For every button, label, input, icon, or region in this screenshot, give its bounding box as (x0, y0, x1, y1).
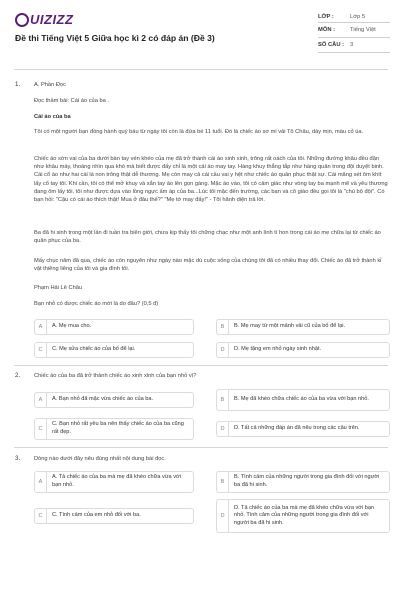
option-text: C. Tình cảm của em nhỏ đối với ba. (52, 512, 141, 519)
option-letter: B (217, 320, 229, 334)
q3-option-a[interactable] (34, 471, 194, 493)
option-letter: A (35, 393, 47, 407)
option-text: C. Mẹ sửa chiếc áo của bố để lại. (52, 346, 136, 353)
option-text: D. Tả chiếc áo của ba mà mẹ đã khéo chữa vừa với bạn nhỏ. Tình cảm của những người trong gia đình đối với người ba đã hi sinh. (234, 504, 375, 526)
logo-q-icon (15, 13, 29, 27)
option-letter: C (35, 509, 47, 523)
q1-option-c[interactable] (34, 342, 194, 358)
option-text: A. Mẹ mua cho. (52, 323, 92, 330)
question-1-text: Bạn nhỏ có được chiếc áo mới là do đâu? (0,5 đ) (34, 301, 159, 307)
question-divider (14, 447, 388, 448)
story-title: Cái áo của ba (34, 114, 71, 120)
header-divider (14, 69, 388, 70)
option-text: A. Tả chiếc áo của ba mà mẹ đã khéo chữa vừa với bạn nhỏ. (52, 474, 181, 488)
option-letter: B (217, 390, 229, 410)
option-letter: B (217, 472, 229, 492)
option-letter: C (35, 343, 47, 357)
story-paragraph-4: Mấy chục năm đã qua, chiếc áo còn nguyên như ngày nào mặc dù cuộc sống của chúng tôi đã có nhiều thay đổi. Chiếc áo đã trở thành kỉ vật thiêng liêng của tôi và gia đình tôi. (34, 258, 382, 273)
story-paragraph-1: Tôi có một người bạn đồng hành quý báu từ ngày tôi còn là đứa bé 11 tuổi. Đó là chiếc áo sơ mi vải Tô Châu, dày mịn, màu cỏ úa. (34, 129, 364, 135)
question-2-text: Chiếc áo của ba đã trở thành chiếc áo xinh xinh của bạn nhỏ vì? (34, 373, 197, 379)
option-text: B. Tình cảm của những người trong gia đình đối với người ba đã hi sinh. (234, 474, 380, 488)
option-text: C. Bạn nhỏ rất yêu ba nên thấy chiếc áo của ba cũng rất đẹp. (52, 421, 184, 435)
reading-instruction: Đọc thầm bài: Cái áo của ba . (34, 98, 109, 104)
question-1-number: 1. (15, 81, 21, 88)
q1-option-b[interactable] (216, 319, 390, 335)
question-2-number: 2. (15, 372, 21, 379)
option-letter: D (217, 500, 229, 532)
option-text: D. Tất cả những đáp án đã nêu trong các câu trên. (234, 425, 360, 432)
question-3-number: 3. (15, 455, 21, 462)
option-letter: C (35, 419, 47, 439)
q3-option-b[interactable] (216, 471, 390, 493)
story-author: Phạm Hải Lê Châu (34, 285, 83, 291)
option-letter: A (35, 472, 47, 492)
q3-option-d[interactable] (216, 499, 390, 533)
section-heading: A. Phần Đọc (34, 82, 66, 88)
q1-option-a[interactable] (34, 319, 194, 335)
q2-option-d[interactable] (216, 421, 390, 437)
q1-option-d[interactable] (216, 342, 390, 358)
q3-option-c[interactable] (34, 508, 194, 524)
option-text: B. Mẹ đã khéo chữa chiếc áo của ba vừa với bạn nhỏ. (234, 396, 369, 403)
option-text: D. Mẹ tặng em nhỏ ngày sinh nhật. (234, 346, 322, 353)
meta-row-subject: MÔN : Tiếng Việt (318, 23, 390, 38)
question-divider (14, 365, 388, 366)
option-letter: D (217, 422, 229, 436)
q2-option-c[interactable] (34, 418, 194, 440)
option-letter: D (217, 343, 229, 357)
q2-option-a[interactable] (34, 392, 194, 408)
question-3-text: Dòng nào dưới đây nêu đúng nhất nội dung bài đọc. (34, 456, 166, 462)
meta-row-count: SỐ CÂU : 3 (318, 38, 390, 53)
option-text: B. Mẹ may từ một mảnh vải cũ của bố để lại. (234, 323, 346, 330)
q2-option-b[interactable] (216, 389, 390, 411)
option-letter: A (35, 320, 47, 334)
document-title: Đề thi Tiếng Việt 5 Giữa học kì 2 có đáp án (Đề 3) (15, 33, 215, 43)
option-text: A. Bạn nhỏ đã mặc vừa chiếc áo của ba. (52, 396, 154, 403)
meta-table (318, 12, 390, 53)
header (0, 0, 400, 62)
story-paragraph-2: Chiếc áo sờn vai của ba dưới bàn tay vén khéo của mẹ đã trở thành cái áo xinh xinh, trông rất oách của tôi. Những đường khâu đều đặn như khâu máy, thoáng nhìn qua khó mà biết được đấy chỉ là một cái áo may tay. Hàng khuy thẳng tắp như hàng quân trong đội duyệt binh. Cái cổ áo như hai cái lá non trông thật dễ thương. Mẹ còn may cả cái cầu vai y hệt như chiếc áo quân phục thật sự. Cái măng sét ôm khít lấy cổ tay tôi. Khi cần, tôi có thể mở khuy và xắn tay áo lên gọn gàng. Mặc áo vào, tôi có cảm giác như vòng tay ba mạnh mẽ và yêu thương đang ôm lấy tôi, tôi như được dựa vào lồng ngực ấm áp của ba...Lúc tôi mặc đến trường, các bạn và cô giáo đều gọi tôi là "chú bộ đội". Có bạn hỏi: "Cậu có cái áo thích thật! Mua ở đâu thế?" "Mẹ tớ may đấy!" - Tôi hãnh diện trả lời. (34, 156, 388, 204)
meta-row-grade: LỚP : Lớp 5 (318, 12, 390, 23)
quizizz-logo: UIZIZZ (15, 12, 73, 27)
story-paragraph-3: Ba đã hi sinh trong một lần đi tuần tra biên giới, chưa kịp thấy tôi chững chạc như một anh lính tí hon trong cái áo mẹ chữa lại từ chiếc áo quân phục của ba. (34, 230, 381, 245)
